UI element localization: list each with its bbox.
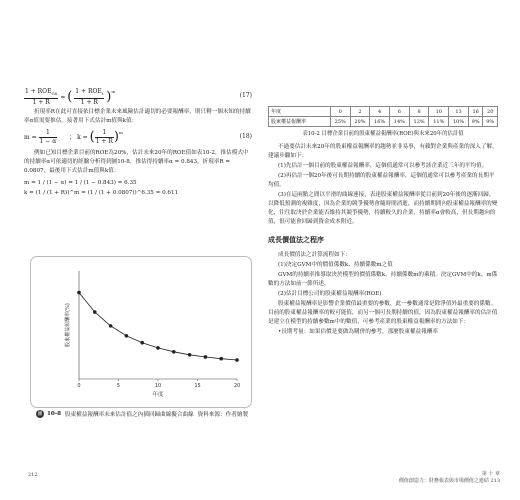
data-point: [188, 353, 192, 357]
equation-17: $\frac{1 + ROE_{GS}}{1 + R}$ = ( $\frac{1 + ROE_t}{1 + R}$ )$^m$ (17): [25, 88, 252, 107]
roe-table: [268, 106, 498, 127]
roe-curve: [79, 293, 237, 360]
table-cell: 13: [449, 107, 469, 117]
table-cell: 0: [330, 107, 350, 117]
y-axis-label: 股東權益報酬率(%): [65, 303, 71, 347]
table-cell: 11%: [429, 117, 449, 127]
eq18-number: (18): [239, 133, 252, 140]
figure-10-8-chart: [30, 256, 252, 408]
right-paragraph-9: 股東權益報酬率是影響企業價值最重要的參數，此一參數通常是除淨值外最重要的係數。目前的股東權益報酬率的較可能值，而另一個可長期持續的值，因為股東權益報酬率的估計值是建立在模型的持續參數m中的數值，可參考產業的股東權益報酬率的方法如下：: [268, 301, 498, 325]
left-page-number: 212: [28, 472, 38, 478]
table-header-year: 年度: [269, 107, 331, 117]
figure-source: 資料來源：作者繪製: [197, 412, 249, 418]
table-caption: 表10-2 目標企業目前的股東權益報酬率(ROE)與未來20年的估計值: [302, 131, 464, 137]
data-point: [172, 350, 176, 354]
eq17-rhs-fraction: $\frac{1 + ROE_t}{1 + R}$: [75, 88, 104, 107]
figure-number: 10-8: [47, 411, 61, 417]
calc-k: k = (1 / (1 + R))^m = (1 / (1 + 0.0807))^6.35 = 0.611: [24, 190, 179, 196]
x-tick-label: 0: [77, 383, 81, 389]
x-tick-label: 15: [194, 383, 201, 389]
roe-decay-chart: [31, 257, 251, 407]
right-paragraph-8: (2)估計目標公司的股東權益報酬率(ROE): [278, 291, 382, 297]
section-title: 成長價值法之程序: [268, 236, 324, 244]
left-paragraph-2: 例如已知目標企業目前的ROE為20%，估計未來20年的ROE值如表10-2，推估模式中的持續率α可依適切的經驗分析得到圖10-8，推估得持續率α = 0.843，折現率R = 0.0807，最後用下式估計m值與k值：: [24, 150, 249, 174]
table-cell: 10%: [449, 117, 469, 127]
table-cell: 4: [370, 107, 390, 117]
right-paragraph-1: 不過要估計未來20年的股東權益報酬率的趨勢並非易事，有賴對企業與產業的深入了解，建議步驟如下：: [268, 144, 498, 159]
x-tick-label: 5: [116, 383, 121, 389]
table-cell: 8: [409, 107, 429, 117]
data-point: [204, 355, 208, 359]
x-tick-label: 20: [233, 383, 241, 389]
data-point: [156, 346, 160, 350]
x-tick-label: 10: [154, 383, 162, 389]
table-cell: 25%: [330, 117, 350, 127]
right-paragraph-10: •長期考量：如果估價是要做為購併的參考，那麼股東權益報酬率: [278, 329, 438, 335]
right-paragraph-6: (1)決定GVM中的價值係數k、持續係數m之值: [278, 262, 393, 268]
table-cell: 9%: [468, 117, 483, 127]
table-cell: 16: [468, 107, 483, 117]
x-axis-label: 年度: [152, 392, 164, 398]
right-paragraph-7: GVM的持續率推導取決於模型的價值係數k、持續係數m的乘積，決定GVM中的k、m係數的方法如前一節所述。: [268, 272, 498, 287]
figure-caption: [36, 410, 248, 418]
table-row: [269, 107, 498, 117]
equation-18: m = $\frac{1}{1 - \alpha}$ ； k = ( $\frac{1}{1 + R}$ )$^m$ (18): [24, 129, 252, 145]
table-header-roe: 股東權益報酬率: [269, 117, 331, 127]
data-point: [77, 291, 81, 295]
table-cell: 9%: [483, 117, 498, 127]
eq17-number: (17): [239, 92, 252, 99]
figure-caption-text: 股東權益報酬率未來估計值之內插回歸曲線擬合曲線: [65, 412, 194, 418]
data-point: [219, 357, 223, 361]
data-point: [109, 324, 113, 328]
table-cell: 16%: [370, 117, 390, 127]
right-paragraph-4: (3)在這兩點之間以平滑的曲線連接，表達股東權益報酬率從目前到20年後的逐漸回歸。以降低預測的複雜度，因為企業的競爭優勢會隨時間消逝，而持續期間內股東權益報酬率的變化，往往取決於企業能否維持其競爭優勢，持續較久的企業，持續率α會較高，但長期趨向的值，很可能會回歸到資金成本附近。: [268, 192, 498, 225]
right-paragraph-2: (1)先估計一個目前的股東權益報酬率，這個值通常可以參考該企業近三年的平均值。: [278, 163, 488, 169]
eq17-lhs-fraction: $\frac{1 + ROE_{GS}}{1 + R}$: [25, 88, 58, 107]
right-page-number: 213: [490, 478, 500, 484]
calc-m: m = 1 / (1 − α) = 1 / (1 − 0.843) = 6.35: [24, 180, 137, 186]
data-point: [93, 310, 97, 314]
table-cell: 10: [429, 107, 449, 117]
table-cell: 20%: [350, 117, 370, 127]
data-point: [125, 334, 129, 338]
table-cell: 14%: [390, 117, 410, 127]
right-page: [268, 106, 498, 436]
figure-badge-icon: 圖: [37, 411, 43, 417]
left-paragraph-1: 折現率R在此可直接依目標企業未來風險估計適切的必要報酬率，則只剩一個未知的持續率α值需要推估。接著用下式估計m值與k值：: [24, 109, 251, 124]
table-row: [269, 117, 498, 127]
table-cell: 6: [390, 107, 410, 117]
right-running-header: [330, 470, 500, 484]
right-paragraph-5: 成長價值法之計算流程如下：: [278, 252, 351, 258]
chapter-label: 第 十 章: [481, 471, 500, 477]
right-paragraph-3: (2)再估計一個20年後可長期持續的股東權益報酬率，這個值通常可以參考產業的長期平均值。: [268, 173, 495, 188]
table-cell: 12%: [409, 117, 429, 127]
data-point: [235, 358, 239, 362]
chapter-title: 價值創造力：財務報表與市場價值之連結: [398, 478, 489, 484]
data-point: [140, 341, 144, 345]
table-cell: 2: [350, 107, 370, 117]
table-cell: 20: [483, 107, 498, 117]
